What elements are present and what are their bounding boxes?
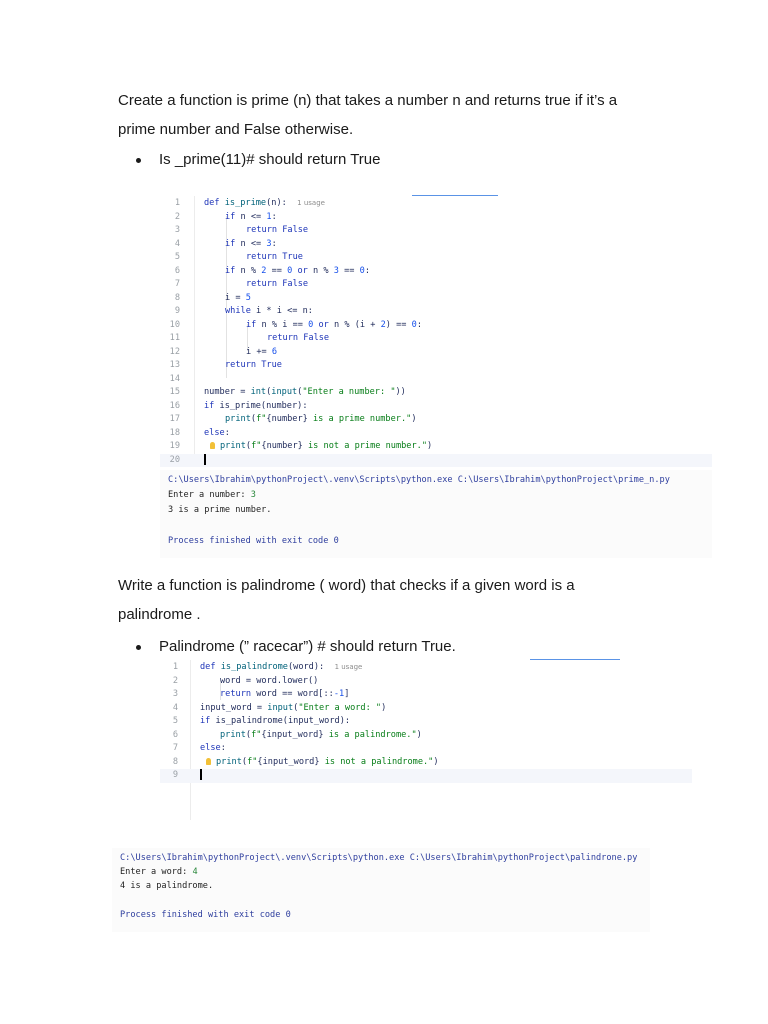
console-user-input: 4 [192, 867, 198, 877]
console-command: C:\Users\Ibrahim\pythonProject\.venv\Scripts\python.exe C:\Users\Ibrahim\pythonProject\palindrone.py [120, 853, 638, 863]
usage-hint: 1 usage [297, 199, 325, 207]
code-editor-prime[interactable] [160, 196, 712, 466]
code-line: 15 number = int(input("Enter a number: ")) [169, 387, 406, 397]
question-2-bullet [136, 637, 456, 657]
console-prompt-line: Enter a word: 4 [120, 867, 198, 877]
code-line: 8 print(f"{input_word} is not a palindrome.") [172, 756, 439, 767]
question-1-line-2: prime number and False otherwise. [118, 121, 354, 138]
code-line-current[interactable]: 9 [160, 769, 692, 783]
lightbulb-icon[interactable] [210, 442, 215, 449]
code-line: 6 print(f"{input_word} is a palindrome.") [172, 729, 422, 740]
code-line: 17 print(f"{number} is a prime number.") [169, 414, 417, 424]
code-line: 5 return True [174, 252, 303, 262]
code-line: 4 if n <= 3: [174, 238, 277, 249]
console-command: C:\Users\Ibrahim\pythonProject\.venv\Scripts\python.exe C:\Users\Ibrahim\pythonProject\prime_n.py [168, 475, 670, 485]
run-console-palindrome[interactable] [112, 848, 650, 932]
question-1-line-1: Create a function is prime (n) that takes a number n and returns true if it’s a [118, 92, 618, 109]
bullet-icon [136, 158, 141, 163]
code-line: 2 word = word.lower() [172, 675, 319, 686]
run-console-prime[interactable] [160, 470, 712, 558]
code-line: 19 print(f"{number} is not a prime number.") [169, 441, 433, 451]
question-1-bullet [136, 150, 381, 170]
question-2-text [118, 571, 678, 629]
console-output: 3 is a prime number. [168, 505, 272, 515]
code-line: 1 def is_palindrome(word): 1 usage [172, 662, 363, 672]
code-line: 5 if is_palindrome(input_word): [172, 716, 351, 726]
code-line: 13 return True [169, 360, 282, 370]
lightbulb-icon[interactable] [206, 758, 211, 765]
code-line: 4 input_word = input("Enter a word: ") [172, 702, 387, 713]
code-line: 11 return False [169, 333, 330, 343]
console-user-input: 3 [250, 490, 256, 500]
code-line: 3 return word == word[::-1] [172, 689, 350, 699]
code-line: 3 return False [174, 225, 309, 235]
code-line: 16 if is_prime(number): [169, 400, 308, 411]
console-exit-message: Process finished with exit code 0 [168, 536, 339, 546]
code-line: 6 if n % 2 == 0 or n % 3 == 0: [174, 265, 370, 276]
text-cursor [200, 769, 202, 780]
code-editor-palindrome[interactable] [160, 660, 692, 820]
code-line: 14 [169, 373, 180, 384]
console-exit-message: Process finished with exit code 0 [120, 910, 291, 920]
question-1-bullet-text: Is _prime(11)# should return True [159, 151, 381, 168]
code-line: 2 if n <= 1: [174, 211, 277, 222]
question-1-text [118, 86, 678, 144]
code-line: 18 else: [169, 427, 230, 438]
question-2-line-2: palindrome . [118, 606, 201, 623]
question-2-line-1: Write a function is palindrome ( word) that checks if a given word is a [118, 577, 575, 594]
code-line: 9 while i * i <= n: [174, 306, 313, 316]
code-line: 10 if n % i == 0 or n % (i + 2) == 0: [169, 319, 423, 330]
console-output: 4 is a palindrome. [120, 881, 214, 891]
code-line: 7 else: [172, 743, 226, 753]
code-line: 12 i += 6 [169, 346, 278, 357]
console-prompt-line: Enter a number: 3 [168, 490, 256, 500]
code-line: 1 def is_prime(n): 1 usage [174, 198, 325, 208]
text-cursor [204, 454, 206, 465]
question-2-bullet-text: Palindrome (” racecar”) # should return True. [159, 638, 456, 655]
code-line-current[interactable]: 20 [160, 454, 712, 468]
code-line: 7 return False [174, 279, 309, 289]
usage-hint: 1 usage [334, 663, 363, 671]
code-line: 8 i = 5 [174, 292, 251, 303]
bullet-icon [136, 645, 141, 650]
